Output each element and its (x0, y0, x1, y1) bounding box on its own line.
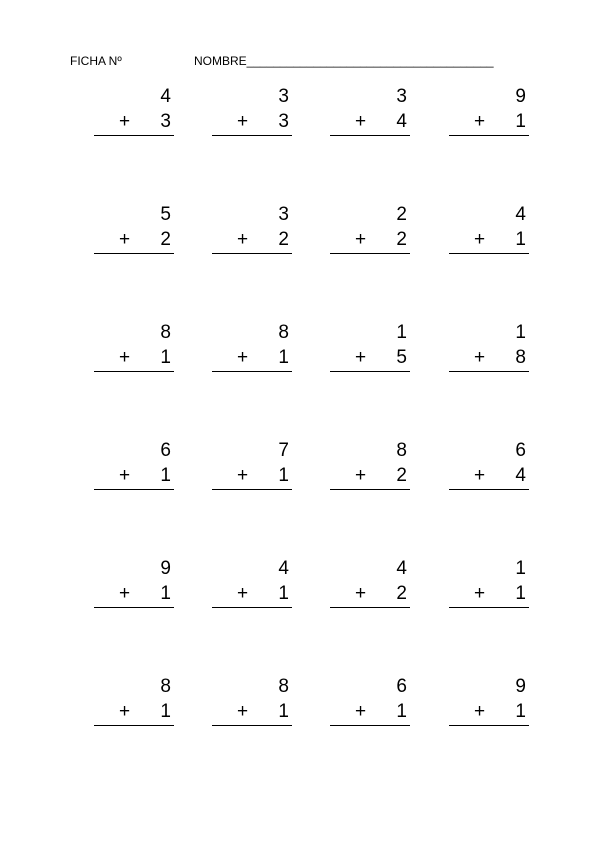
answer-line (94, 725, 174, 726)
addend-top: 3 (278, 204, 289, 225)
answer-line (212, 135, 292, 136)
addend-top: 2 (396, 204, 407, 225)
addend-bottom: 1 (515, 701, 526, 722)
addend-bottom: 1 (278, 465, 289, 486)
plus-sign: + (355, 229, 367, 250)
plus-sign: + (119, 465, 131, 486)
addition-problem (449, 322, 529, 368)
addend-bottom: 4 (515, 465, 526, 486)
addition-problem (330, 86, 410, 132)
addend-bottom: 1 (515, 111, 526, 132)
answer-line (212, 607, 292, 608)
addend-bottom: 2 (396, 583, 407, 604)
addend-top: 9 (515, 86, 526, 107)
addition-problem (212, 676, 292, 722)
plus-sign: + (237, 347, 249, 368)
addition-problem (94, 440, 174, 486)
addend-bottom: 1 (396, 701, 407, 722)
nombre-label: NOMBRE_____________________________________ (194, 54, 494, 68)
addend-bottom: 2 (160, 229, 171, 250)
answer-line (449, 725, 529, 726)
addend-top: 7 (278, 440, 289, 461)
plus-sign: + (119, 111, 131, 132)
plus-sign: + (474, 583, 486, 604)
addend-top: 6 (515, 440, 526, 461)
answer-line (449, 607, 529, 608)
addend-top: 5 (160, 204, 171, 225)
addend-top: 6 (160, 440, 171, 461)
addend-top: 1 (396, 322, 407, 343)
addition-problem (212, 440, 292, 486)
addend-bottom: 1 (160, 701, 171, 722)
answer-line (94, 489, 174, 490)
plus-sign: + (237, 111, 249, 132)
addition-problem (449, 440, 529, 486)
answer-line (330, 135, 410, 136)
addend-bottom: 1 (515, 583, 526, 604)
addend-top: 3 (278, 86, 289, 107)
answer-line (449, 371, 529, 372)
addend-top: 8 (278, 676, 289, 697)
addend-top: 8 (160, 676, 171, 697)
addition-problem (94, 322, 174, 368)
addend-top: 3 (396, 86, 407, 107)
addition-problem (94, 204, 174, 250)
plus-sign: + (355, 111, 367, 132)
plus-sign: + (474, 347, 486, 368)
addition-problem (94, 86, 174, 132)
addend-bottom: 1 (160, 347, 171, 368)
plus-sign: + (237, 701, 249, 722)
addend-top: 8 (160, 322, 171, 343)
addend-top: 4 (515, 204, 526, 225)
answer-line (94, 371, 174, 372)
addend-bottom: 1 (515, 229, 526, 250)
answer-line (94, 607, 174, 608)
plus-sign: + (119, 347, 131, 368)
addition-problem (449, 558, 529, 604)
answer-line (330, 725, 410, 726)
plus-sign: + (355, 583, 367, 604)
answer-line (330, 253, 410, 254)
addition-problem (330, 440, 410, 486)
answer-line (330, 489, 410, 490)
addend-bottom: 8 (515, 347, 526, 368)
addend-top: 1 (515, 322, 526, 343)
addition-problem (449, 676, 529, 722)
addition-problem (212, 204, 292, 250)
plus-sign: + (474, 465, 486, 486)
plus-sign: + (237, 465, 249, 486)
addend-top: 4 (396, 558, 407, 579)
plus-sign: + (355, 465, 367, 486)
answer-line (212, 371, 292, 372)
addend-top: 9 (160, 558, 171, 579)
addend-top: 8 (278, 322, 289, 343)
addend-top: 4 (160, 86, 171, 107)
plus-sign: + (119, 583, 131, 604)
answer-line (212, 253, 292, 254)
plus-sign: + (237, 583, 249, 604)
addend-bottom: 1 (278, 347, 289, 368)
addition-problem (212, 558, 292, 604)
addend-bottom: 3 (160, 111, 171, 132)
addend-bottom: 1 (160, 583, 171, 604)
addition-problem (330, 676, 410, 722)
addend-top: 8 (396, 440, 407, 461)
addition-problem (94, 558, 174, 604)
answer-line (94, 253, 174, 254)
addend-top: 1 (515, 558, 526, 579)
addend-top: 9 (515, 676, 526, 697)
answer-line (449, 253, 529, 254)
addition-problem (330, 204, 410, 250)
answer-line (212, 489, 292, 490)
addition-problem (212, 86, 292, 132)
addend-bottom: 1 (278, 701, 289, 722)
plus-sign: + (474, 111, 486, 132)
addition-problem (94, 676, 174, 722)
addend-bottom: 5 (396, 347, 407, 368)
addend-top: 4 (278, 558, 289, 579)
addition-problem (449, 204, 529, 250)
answer-line (449, 135, 529, 136)
addend-bottom: 2 (278, 229, 289, 250)
answer-line (330, 371, 410, 372)
plus-sign: + (474, 701, 486, 722)
addition-problem (330, 322, 410, 368)
addend-bottom: 4 (396, 111, 407, 132)
addend-bottom: 3 (278, 111, 289, 132)
addition-problem (330, 558, 410, 604)
answer-line (330, 607, 410, 608)
plus-sign: + (355, 347, 367, 368)
addend-bottom: 2 (396, 465, 407, 486)
ficha-label: FICHA Nº (70, 54, 122, 68)
addend-bottom: 2 (396, 229, 407, 250)
addition-problem (449, 86, 529, 132)
addition-problem (212, 322, 292, 368)
plus-sign: + (355, 701, 367, 722)
answer-line (212, 725, 292, 726)
answer-line (449, 489, 529, 490)
addend-bottom: 1 (278, 583, 289, 604)
plus-sign: + (119, 701, 131, 722)
addend-bottom: 1 (160, 465, 171, 486)
addend-top: 6 (396, 676, 407, 697)
answer-line (94, 135, 174, 136)
plus-sign: + (237, 229, 249, 250)
plus-sign: + (119, 229, 131, 250)
plus-sign: + (474, 229, 486, 250)
